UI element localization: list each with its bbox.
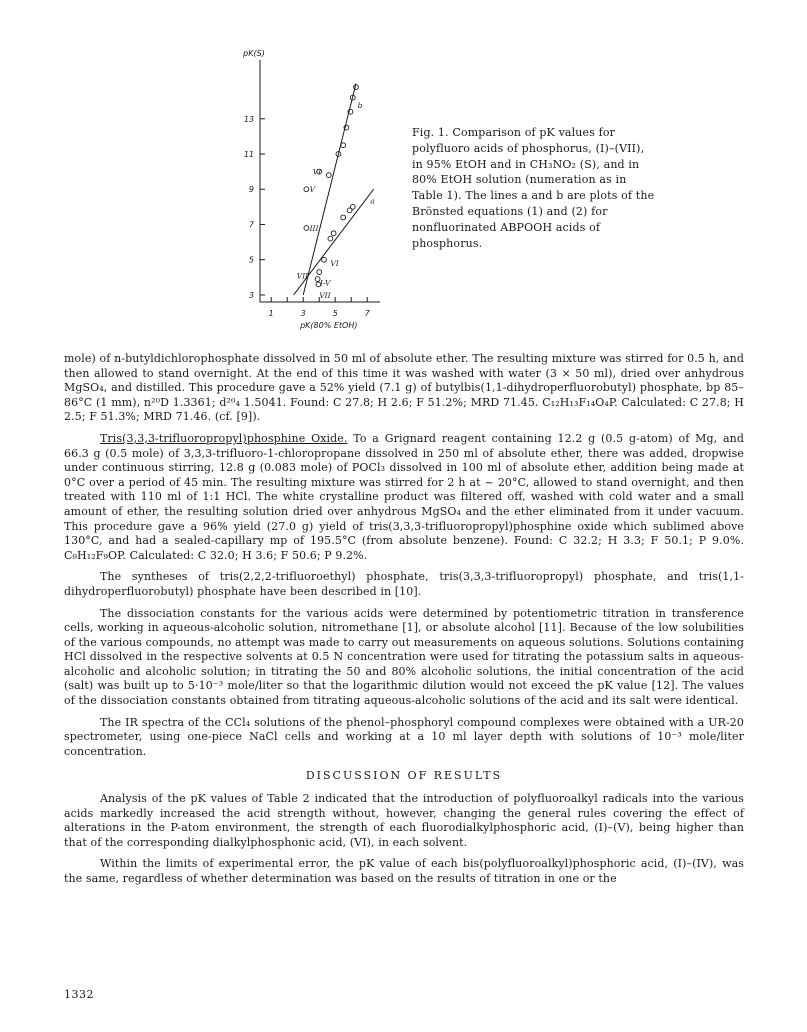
point-label: I-V	[320, 278, 331, 288]
line-label-a: a	[370, 196, 375, 206]
data-point	[317, 270, 322, 275]
paragraph-butyl-phosphate: mole) of n-butyldichlorophosphate dissolved in 50 ml of absolute ether. The resulting mixture was stirred for 0.5 h, and then allowed to stand overnight. At the end of this time it was washed with water (3 × 50 ml), dried over anhydrous MgSO₄, and distilled. This procedure gave a 52% yield (7.1 g) of butylbis(1,1-dihydroperfluorobutyl) phosphate, bp 85–86°C (1 mm), n²⁰D 1.3361; d²⁰₄ 1.5041. Found: C 27.8; H 2.6; F 51.2%; MRD 71.45. C₁₂H₁₃F₁₄O₄P. Calculated: C 27.8; H 2.5; F 51.3%; MRD 71.46. (cf. [9]).	[64, 352, 744, 424]
pk-comparison-chart	[215, 40, 390, 340]
y-tick-label: 5	[248, 255, 254, 265]
paragraph-dissociation: The dissociation constants for the various acids were determined by potentiometric titration in transference cells, working in aqueous-alcoholic solution, nitromethane [1], or absolute alcohol [11]. Because of the low solubilities of the various compounds, no attempt was made to carry out measurements on aqueous solutions. Solutions containing HCl dissolved in the respective solvents at 0.5 N concentration were used for titrating the potassium salts in aqueous-alcoholic and alcoholic solution; in titrating the 50 and 80% alcoholic solutions, the initial concentration of the acid (salt) was built up to 5·10⁻³ mole/liter so that the logarithmic dilution would not exceed the pK value [12]. The values of the dissociation constants obtained from titrating aqueous-alcoholic solutions of the acid and its salt were identical.	[64, 606, 744, 708]
subsection-title: Tris(3,3,3-trifluoropropyl)phosphine Oxide.	[100, 431, 348, 445]
x-tick-label: 1	[268, 309, 274, 318]
x-tick-label: 7	[364, 309, 370, 318]
paragraph-syntheses: The syntheses of tris(2,2,2-trifluoroethyl) phosphate, tris(3,3,3-trifluoropropyl) phosphate, and tris(1,1-dihydroperfluorobutyl) phosphate have been described in [10].	[64, 570, 744, 598]
paragraph-phosphine-oxide-text: To a Grignard reagent containing 12.2 g (0.5 g-atom) of Mg, and 66.3 g (0.5 mole) of 3,3,3-trifluoro-1-chloropropane dissolved in 250 ml of absolute ether, there was added, dropwise under continuous stirring, 12.8 g (0.083 mole) of POCl₃ dissolved in 100 ml of absolute ether, addition being made at 0°C over a period of 45 min. The resulting mixture was stirred for 2 h at ~ 20°C, allowed to stand overnight, and then treated with 110 ml of 1:1 HCl. The white crystalline product was filtered off, washed with cold water and a small amount of ether, the resulting solution dried over anhydrous MgSO₄ and the ether eliminated from it under vacuum. This procedure gave a 96% yield (27.0 g) yield of tris(3,3,3-trifluoropropyl)phosphine oxide which sublimed above 130°C, and had a sealed-capillary mp of 195.5°C (from absolute benzene). Found: C 32.2; H 3.3; F 50.1; P 9.0%. C₉H₁₂F₉OP. Calculated: C 32.0; H 3.6; F 50.6; P 9.2%.	[64, 431, 744, 562]
x-tick-label: 3	[300, 309, 306, 318]
y-tick-label: 3	[248, 290, 254, 300]
y-tick-label: 9	[248, 185, 254, 195]
section-heading: DISCUSSION OF RESULTS	[305, 769, 503, 783]
y-tick-label: 11	[243, 150, 254, 159]
paragraph-ir-spectra: The IR spectra of the CCl₄ solutions of the phenol–phosphoryl compound complexes were obtained with a UR-20 spectrometer, using one-piece NaCl cells and working at a 10 ml layer depth with solutions of 10⁻³ mole/liter concentration.	[64, 715, 744, 758]
data-point	[326, 173, 331, 178]
x-tick-label: 5	[332, 309, 338, 318]
y-axis-label: pK(S)	[243, 49, 265, 58]
point-label: VI	[312, 167, 322, 177]
x-axis-label: pK(80% EtOH)	[300, 321, 358, 330]
data-point	[322, 257, 327, 262]
point-label: V	[309, 185, 316, 195]
data-point	[304, 187, 309, 192]
figure-1	[215, 40, 390, 340]
line-label-b: b	[357, 101, 363, 111]
paragraph-phosphine-oxide	[64, 432, 744, 563]
article-body	[64, 352, 744, 894]
y-tick-label: 13	[243, 114, 254, 124]
point-label: III	[309, 224, 319, 233]
y-tick-label: 7	[248, 220, 254, 230]
point-label: VII	[319, 290, 331, 300]
figure-caption: Fig. 1. Comparison of pK values for polyfluoro acids of phosphorus, (I)–(VII), in 95% EtOH and in CH₃NO₂ (S), and in 80% EtOH solution (numeration as in Table 1). The lines a and b are plots of the Brönsted equations (1) and (2) for nonfluorinated ABPOOH acids of phosphorus.	[412, 126, 655, 250]
paragraph-experimental-error: Within the limits of experimental error, the pK value of each bis(polyfluoroalkyl)phosphoric acid, (I)–(IV), was the same, regardless of whether determination was based on the results of titration in one or the	[64, 857, 744, 885]
point-label: VII	[296, 271, 309, 281]
page-number: 1332	[64, 988, 94, 1001]
data-point	[350, 204, 355, 209]
data-point	[328, 236, 333, 241]
data-point	[341, 215, 346, 220]
paragraph-analysis: Analysis of the pK values of Table 2 indicated that the introduction of polyfluoroalkyl radicals into the various acids markedly increased the acid strength without, however, changing the general rules covering the effect of alterations in the P-atom environment, the strength of each fluorodialkylphosphoric acid, (I)–(V), being higher than that of the corresponding dialkylphosphonic acid, (VI), in each solvent.	[64, 792, 744, 849]
data-point	[341, 143, 346, 148]
data-point	[304, 226, 309, 231]
point-label: VI	[330, 259, 339, 269]
data-point	[331, 231, 336, 236]
